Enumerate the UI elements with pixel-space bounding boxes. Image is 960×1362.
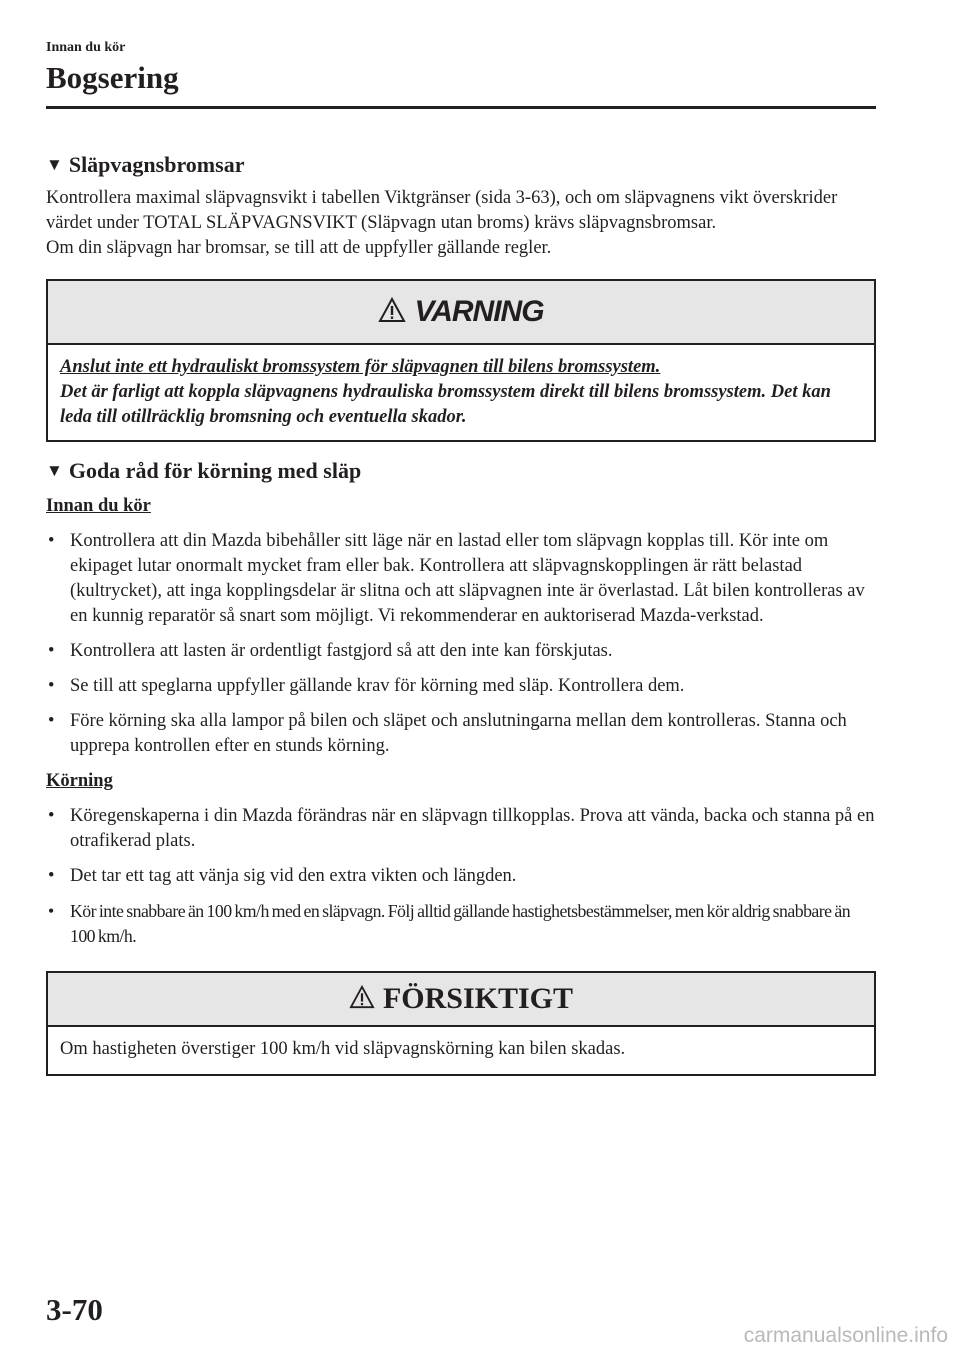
- subheading-before-driving: Innan du kör: [46, 496, 151, 516]
- warning-line: Det är farligt att koppla släpvagnens hydrauliska bromssystem direkt till bilens bromssystem. Det kan leda till otillräcklig bromsning och eventuella skador.: [60, 382, 831, 427]
- list-item: [46, 674, 876, 699]
- warning-triangle-icon: [378, 297, 406, 328]
- bullet-icon: •: [48, 641, 55, 661]
- list-item-text: Kör inte snabbare än 100 km/h med en släpvagn. Följ alltid gällande hastighetsbestämmelser, men kör aldrig snabbare än 100 km/h.: [70, 901, 851, 946]
- list-item-text: Det tar ett tag att vänja sig vid den extra vikten och längden.: [70, 866, 517, 886]
- bullet-icon: •: [48, 676, 55, 696]
- warning-body: [48, 345, 874, 440]
- triangle-down-icon: ▼: [46, 155, 63, 174]
- list-item: [46, 709, 876, 759]
- page-number: 3-70: [46, 1292, 103, 1327]
- caution-body: [48, 1027, 874, 1074]
- watermark-text: carmanualsonline.info: [743, 1324, 948, 1347]
- list-item-text: Kontrollera att din Mazda bibehåller sitt läge när en lastad eller tom släpvagn kopplas till. Kör inte om ekipaget lutar onormalt mycket fram eller bak. Kontrollera att släpvagnskopplingen är rätt belastad (kultrycket), att inga kopplingsdelar är slitna och att släpvagnen inte är överlastad. Låt bilen kontrolleras av en kunnig reparatör så snart som möjligt. Vi rekommenderar en auktoriserad Mazda-verkstad.: [70, 531, 865, 626]
- bullet-icon: •: [48, 901, 54, 921]
- bullet-icon: •: [48, 806, 55, 826]
- caution-triangle-icon: [349, 985, 375, 1014]
- page-header: [46, 40, 876, 109]
- bullet-list: [46, 529, 876, 759]
- list-item-text: Kontrollera att lasten är ordentligt fastgjord så att den inte kan förskjutas.: [70, 641, 613, 661]
- chapter-title: Bogsering: [46, 60, 179, 95]
- section-heading-text: Släpvagnsbromsar: [68, 152, 245, 177]
- bullet-icon: •: [48, 711, 55, 731]
- subheading-driving: Körning: [46, 771, 113, 791]
- page-content: [46, 150, 876, 1076]
- bullet-icon: •: [48, 866, 55, 886]
- triangle-down-icon: ▼: [46, 461, 63, 480]
- section-heading-text: Goda råd för körning med släp: [68, 458, 362, 483]
- bullet-list: [46, 804, 876, 949]
- bullet-icon: •: [48, 531, 55, 551]
- caution-header: [48, 973, 874, 1027]
- list-item-text: Före körning ska alla lampor på bilen och släpet och anslutningarna mellan dem kontrolleras. Stanna och upprepa kontrollen efter en stunds körning.: [70, 711, 847, 756]
- list-item: [46, 529, 876, 629]
- section-heading-brakes: [46, 150, 876, 180]
- section-heading-tips: [46, 456, 876, 486]
- caution-text: Om hastigheten överstiger 100 km/h vid släpvagnskörning kan bilen skadas.: [60, 1039, 626, 1059]
- header-rule: [46, 106, 876, 109]
- list-item: [46, 804, 876, 854]
- list-item: [46, 899, 876, 949]
- warning-title: VARNING: [414, 295, 544, 328]
- caution-box: [46, 971, 876, 1076]
- caution-title: FÖRSIKTIGT: [382, 982, 574, 1015]
- list-item: [46, 639, 876, 664]
- list-item: [46, 864, 876, 889]
- section-label: Innan du kör: [46, 40, 126, 55]
- paragraph: Kontrollera maximal släpvagnsvikt i tabellen Viktgränser (sida 3-63), och om släpvagnens vikt överskrider värdet under TOTAL SLÄPVAGNSVIKT (Släpvagn utan broms) krävs släpvagnsbromsar.: [46, 188, 838, 233]
- warning-header: [48, 281, 874, 345]
- warning-box: [46, 279, 876, 442]
- warning-line: Anslut inte ett hydrauliskt bromssystem för släpvagnen till bilens bromssystem.: [60, 357, 661, 377]
- list-item-text: Köregenskaperna i din Mazda förändras när en släpvagn tillkopplas. Prova att vända, backa och stanna på en otrafikerad plats.: [70, 806, 875, 851]
- list-item-text: Se till att speglarna uppfyller gällande krav för körning med släp. Kontrollera dem.: [70, 676, 685, 696]
- paragraph: Om din släpvagn har bromsar, se till att de uppfyller gällande regler.: [46, 238, 552, 258]
